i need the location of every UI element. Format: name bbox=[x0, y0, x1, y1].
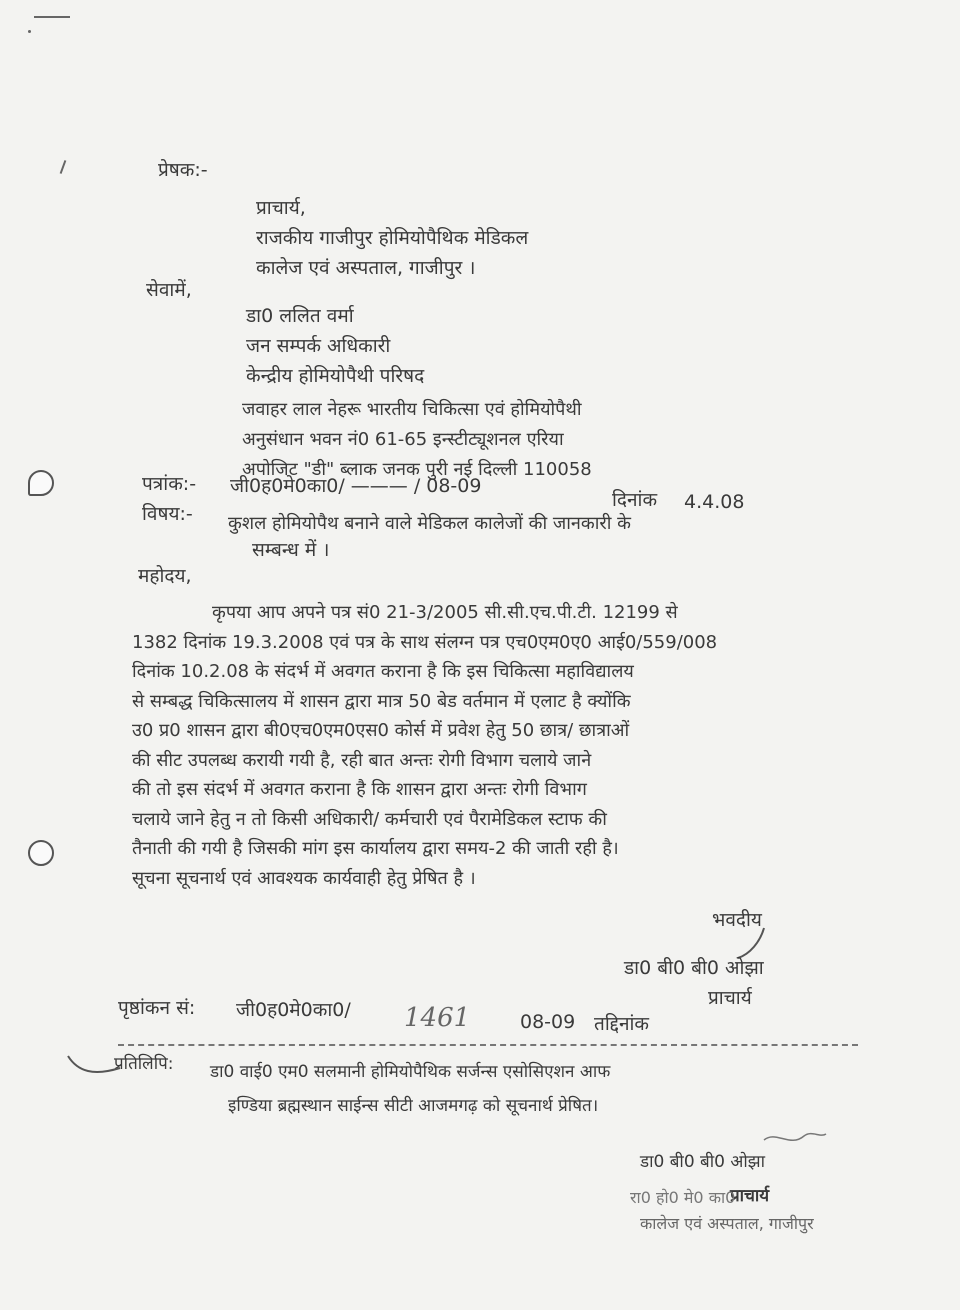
copy-line: इण्डिया ब्रह्मस्थान साईन्स सीटी आजमगढ़ को सूचनार्थ प्रेषित। bbox=[228, 1096, 599, 1116]
ref-date-label: दिनांक bbox=[612, 489, 658, 511]
subject-line: सम्बन्ध में । bbox=[252, 539, 330, 561]
copy-line: डा0 वाई0 एम0 सलमानी होमियोपैथिक सर्जन्स एसोसिएशन आफ bbox=[210, 1062, 611, 1082]
sender-line: प्राचार्य, bbox=[256, 197, 306, 219]
body-line: चलाये जाने हेतु न तो किसी अधिकारी/ कर्मचारी एवं पैरामेडिकल स्टाफ की bbox=[132, 808, 607, 830]
stamp-line: रा0 हो0 मे0 का0 bbox=[630, 1188, 736, 1207]
recipient-line: जवाहर लाल नेहरू भारतीय चिकित्सा एवं होमियोपैथी bbox=[242, 399, 582, 420]
recipient-line: केन्द्रीय होमियोपैथी परिषद bbox=[246, 365, 425, 387]
ref-label: पत्रांक:- bbox=[142, 473, 197, 495]
sender-line: कालेज एवं अस्पताल, गाजीपुर । bbox=[256, 257, 476, 279]
ref-number: जी0ह0मे0का0/ ——— / 08-09 bbox=[230, 475, 482, 497]
stamp-line: कालेज एवं अस्पताल, गाजीपुर bbox=[640, 1214, 814, 1233]
sender-line: राजकीय गाजीपुर होमियोपैथिक मेडिकल bbox=[256, 227, 529, 249]
body-line: उ0 प्र0 शासन द्वारा बी0एच0एम0एस0 कोर्स में प्रवेश हेतु 50 छात्र/ छात्राओं bbox=[132, 720, 630, 741]
body-line: 1382 दिनांक 19.3.2008 एवं पत्र के साथ संलग्न पत्र एच0एम0ए0 आई0/559/008 bbox=[132, 631, 718, 653]
scan-mark bbox=[28, 30, 31, 33]
subject-label: विषय:- bbox=[142, 503, 193, 525]
copy-signature-mark bbox=[760, 1126, 830, 1156]
copy-sign-designation: प्राचार्य bbox=[730, 1186, 770, 1206]
body-line: कृपया आप अपने पत्र सं0 21-3/2005 सी.सी.एच.पी.टी. 12199 से bbox=[212, 602, 678, 623]
body-line: दिनांक 10.2.08 के संदर्भ में अवगत कराना है कि इस चिकित्सा महाविद्यालय bbox=[132, 661, 634, 682]
body-line: से सम्बद्ध चिकित्सालय में शासन द्वारा मात्र 50 बेड वर्तमान में एलाट है क्योंकि bbox=[132, 690, 631, 712]
endorsement-label: पृष्ठांकन सं: bbox=[118, 997, 196, 1019]
body-line: की तो इस संदर्भ में अवगत कराना है कि शासन द्वारा अन्तः रोगी विभाग bbox=[132, 779, 587, 800]
endorsement-handwritten-number: 1461 bbox=[404, 1003, 471, 1033]
punch-hole bbox=[28, 840, 54, 866]
valediction: भवदीय bbox=[712, 909, 762, 931]
endorsement-number-prefix: जी0ह0मे0का0/ bbox=[236, 999, 351, 1021]
body-line: की सीट उपलब्ध करायी गयी है, रही बात अन्तः रोगी विभाग चलाये जाने bbox=[132, 749, 592, 771]
recipient-line: अनुसंधान भवन नं0 61-65 इन्स्टीट्यूशनल एरिया bbox=[242, 429, 564, 450]
copy-bracket-mark bbox=[64, 1050, 124, 1080]
endorsement-date: तद्दिनांक bbox=[594, 1013, 650, 1035]
endorsement-number-suffix: 08-09 bbox=[520, 1011, 576, 1033]
signatory-designation: प्राचार्य bbox=[708, 987, 752, 1009]
copy-sign-name: डा0 बी0 बी0 ओझा bbox=[640, 1152, 766, 1172]
divider-line bbox=[118, 1044, 858, 1046]
letter-body bbox=[132, 598, 892, 893]
scan-mark bbox=[34, 16, 70, 18]
subject-line: कुशल होमियोपैथ बनाने वाले मेडिकल कालेजों की जानकारी के bbox=[228, 513, 631, 534]
recipient-label: सेवामें, bbox=[146, 279, 192, 301]
sender-label: प्रेषक:- bbox=[158, 159, 208, 181]
body-line: तैनाती की गयी है जिसकी मांग इस कार्यालय द्वारा समय-2 की जाती रही है। bbox=[132, 838, 619, 859]
scan-mark bbox=[60, 160, 67, 174]
recipient-line: अपोजिट "डी" ब्लाक जनक पुरी नई दिल्ली 110058 bbox=[242, 459, 592, 480]
salutation: महोदय, bbox=[138, 565, 192, 587]
recipient-line: डा0 ललित वर्मा bbox=[246, 305, 354, 327]
body-line: सूचना सूचनार्थ एवं आवश्यक कार्यवाही हेतु प्रेषित है । bbox=[132, 867, 476, 889]
recipient-line: जन सम्पर्क अधिकारी bbox=[246, 335, 391, 357]
ref-date: 4.4.08 bbox=[684, 491, 745, 513]
signatory-name: डा0 बी0 बी0 ओझा bbox=[624, 957, 764, 979]
punch-hole bbox=[28, 470, 54, 496]
copy-label: प्रतिलिपि: bbox=[114, 1054, 174, 1074]
